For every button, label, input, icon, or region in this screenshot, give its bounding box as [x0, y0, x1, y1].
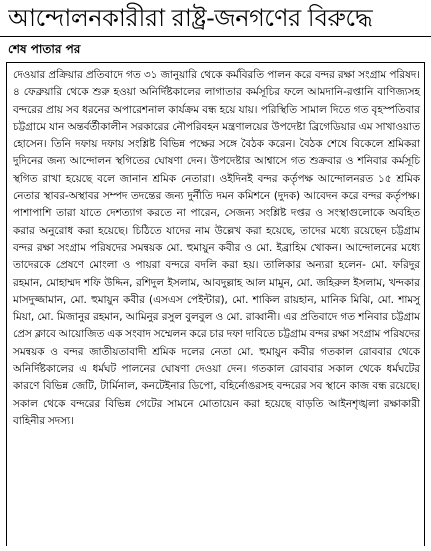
- article-headline: আন্দোলনকারীরা রাষ্ট্র-জনগণের বিরুদ্ধে: [8, 4, 373, 32]
- article-body-box: [6, 62, 425, 546]
- continued-from-label: শেষ পাতার পর: [8, 42, 81, 56]
- article-body-text: দেওয়ার প্রক্রিয়ার প্রতিবাদে গত ৩১ জানুয়ারি থেকে কর্মবিরতি পালন করে বন্দর রক্ষা সংগ্রাম পরিষদ। ৪ ফেব্রুয়ারি থেকে শুরু হওয়া অনির্দিষ্টকালের লাগাতার কর্মসূচির ফলে আমদানি-রপ্তানি বাণিজ্যসহ বন্দরের প্রায় সব ধরনের অপারেশনাল কার্যক্রম বন্ধ হয়ে যায়। পরিস্থিতি সামাল দিতে গত বৃহস্পতিবার চট্টগ্রামে যান অন্তর্বর্তীকালীন সরকারের নৌপরিবহন মন্ত্রণালয়ের উপদেষ্টা ব্রিগেডিয়ার এম সাখাওয়াত হোসেন। তিনি দফায় দফায় সংশ্লিষ্ট বিভিন্ন পক্ষের সঙ্গে বৈঠক করেন। বৈঠক শেষে বিকেলে শ্রমিকরা দুদিনের জন্য আন্দোলন স্থগিতের ঘোষণা দেন। উপদেষ্টার আশ্বাসে গত শুক্রবার ও শনিবার কর্মসূচি স্থগিত রাখা হয়েছে বলে জানান শ্রমিক নেতারা। ওইদিনই বন্দর কর্তৃপক্ষ আন্দোলনরত ১৫ শ্রমিক নেতার স্থাবর-অস্থাবর সম্পদ তদন্তের জন্য দুর্নীতি দমন কমিশনে (দুদক) আবেদন করে বন্দর কর্তৃপক্ষ। পাশাপাশি তারা যাতে দেশত্যাগ করতে না পারেন, সেজন্য সংশ্লিষ্ট দপ্তর ও সংস্থাগুলোকে অবহিত করার অনুরোধ করা হয়েছে। চিঠিতে যাদের নাম উল্লেখ করা হয়েছে, তাদের মধ্যে রয়েছেন চট্টগ্রাম বন্দর রক্ষা সংগ্রাম পরিষদের সমন্বয়ক মো. হুমায়ুন কবীর ও মো. ইব্রাহিম খোকন। আন্দোলনের মধ্যে তাদেরকে প্রেষণে মোংলা ও পায়রা বন্দরে বদলি করা হয়। তালিকার অন্যরা হলেন- মো. ফরিদুর রহমান, মোহাম্মদ শফি উদ্দিন, রশিদুল ইসলাম, আবদুল্লাহ আল মামুন, মো. জহিরুল ইসলাম, খন্দকার মাসদুজ্জামান, মো. হুমায়ুন কবীর (এসএস পেইন্টার), মো. শাকিল রায়হান, মানিক মিঝি, মো. শামসু মিয়া, মো. মিজানুর রহমান, আমিনুর রসুল বুলবুল ও মো. রাব্বানী। এর প্রতিবাদে গত শনিবার চট্টগ্রাম প্রেস ক্লাবে আয়োজিত এক সংবাদ সম্মেলন করে চার দফা দাবিতে চট্টগ্রাম বন্দর রক্ষা সংগ্রাম পরিষদের সমন্বয়ক ও বন্দর জাতীয়তাবাদী শ্রমিক দলের নেতা মো. হুমায়ুন কবীর গতকাল রোববার থেকে অনির্দিষ্টকালের এ ধর্মঘট পালনের ঘোষণা দেওয়া দেন। গতকাল রোববার সকাল থেকে ধর্মঘটের কারণে বিভিন্ন জেটি, টার্মিনাল, কনটেইনার ডিপো, বহির্নোঙরসহ বন্দরের সব স্থানে কাজ বন্ধ রয়েছে। সকাল থেকে বন্দরের বিভিন্ন গেটের সামনে মোতায়েন করা হয়েছে বাড়তি আইনশৃঙ্খলা রক্ষাকারী বাহিনীর সদস্য।: [13, 69, 420, 427]
